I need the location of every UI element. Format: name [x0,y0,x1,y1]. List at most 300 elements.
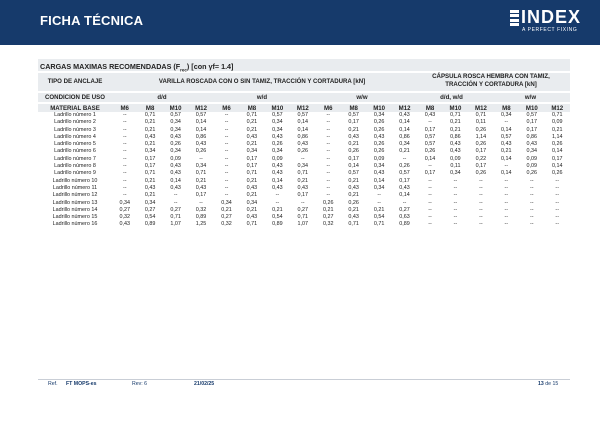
table-row [38,112,570,119]
table-cell: 0,21 [450,119,461,126]
table-cell: -- [453,199,458,206]
table-cell: 0,86 [399,133,410,140]
table-cell: 0,21 [501,148,512,155]
table-cell: 0,43 [297,184,309,191]
row-label: Ladrillo número 12 [52,192,98,199]
table-cell: 0,27 [221,214,232,221]
table-cell: 0,43 [450,148,461,155]
table-cell: -- [224,133,229,140]
table-cell: 0,26 [373,141,385,148]
table-cell: 0,26 [399,163,410,170]
table-cell: 0,21 [246,206,258,213]
table-cell: 0,26 [424,148,436,155]
table-cell: 0,34 [450,170,461,177]
size-header: M8 [145,105,155,112]
table-row [38,178,570,185]
table-cell: 0,11 [450,163,461,170]
table-cell: -- [529,206,534,213]
table-cell: -- [326,141,331,148]
table-cell: -- [453,214,458,221]
table-cell: 0,34 [144,148,156,155]
table-row [38,134,570,141]
size-header: M12 [296,105,309,112]
table-cell: 0,43 [348,184,359,191]
table-cell: -- [326,192,331,199]
table-cell: -- [326,177,331,184]
table-cell: 0,17 [297,192,309,199]
table-cell: 0,43 [348,214,359,221]
table-cell: -- [224,119,229,126]
table-cell: 0,54 [144,214,156,221]
col-tipo-anclaje: TIPO DE ANCLAJE [47,78,103,85]
table-cell: 0,21 [297,177,309,184]
table-cell: 0,32 [195,206,207,213]
table-cell: -- [555,221,560,228]
table-cell: -- [122,170,127,177]
table-cell: -- [122,155,127,162]
table-cell: -- [428,206,432,213]
table-cell: 0,17 [246,163,258,170]
table-cell: -- [326,163,331,170]
table-cell: -- [326,148,331,155]
table-cell: 0,21 [551,126,563,133]
table-cell: 0,14 [272,177,283,184]
table-cell: 0,09 [526,163,537,170]
table-cell: 0,71 [297,214,309,221]
table-cell: -- [326,133,331,140]
table-cell: -- [529,199,534,206]
table-cell: -- [428,119,432,126]
index-logo [510,9,588,37]
table-cell: 0,21 [399,148,410,155]
table-cell: 0,89 [195,214,207,221]
table-cell: 0,14 [501,170,512,177]
table-cell: 0,17 [526,126,537,133]
table-cell: 0,27 [144,206,156,213]
table-cell: 0,11 [475,119,486,126]
table-cell: 0,17 [526,119,537,126]
table-cell: 0,26 [551,141,563,148]
logo-stripes-icon [510,10,519,26]
row-label: Ladrillo número 5 [54,141,96,148]
loads-table [38,112,570,229]
table-cell: -- [173,192,178,199]
table-cell: 0,21 [348,206,359,213]
table-cell: -- [529,177,534,184]
table-cell: -- [479,221,483,228]
table-cell: 0,17 [348,155,359,162]
table-row [38,127,570,134]
table-cell: 0,14 [348,163,359,170]
table-cell: 0,34 [170,148,181,155]
table-cell: 0,57 [399,170,410,177]
table-cell: 0,34 [170,119,181,126]
table-cell: 0,09 [551,119,563,126]
size-header: M10 [271,105,284,112]
table-cell: 0,43 [424,112,436,118]
size-header: M6 [120,105,129,112]
table-cell: 0,89 [272,221,283,228]
table-row [38,192,570,199]
table-cell: 0,54 [373,214,385,221]
table-cell: 0,17 [424,126,436,133]
table-cell: 0,57 [348,170,359,177]
table-cell: 0,17 [144,155,156,162]
table-cell: -- [453,221,458,228]
table-cell: 0,43 [119,221,130,228]
table-cell: -- [275,192,280,199]
table-cell: -- [479,206,483,213]
table-cell: 0,17 [348,119,359,126]
table-cell: 0,14 [195,119,207,126]
group-capsula-line1: CÁPSULA ROSCA HEMBRA CON TAMIZ, [432,73,550,80]
table-cell: -- [504,214,509,221]
table-cell: -- [529,192,534,199]
table-cell: -- [479,177,483,184]
table-cell: 1,07 [297,221,309,228]
table-cell: 0,26 [475,141,487,148]
table-cell: 0,26 [551,170,563,177]
row-label: Ladrillo número 10 [52,177,98,184]
table-cell: -- [122,126,127,133]
table-cell: 0,86 [526,133,537,140]
table-cell: -- [504,192,509,199]
table-cell: 0,21 [348,177,359,184]
table-cell: 0,21 [348,126,359,133]
table-cell: -- [428,221,432,228]
table-cell: -- [479,184,483,191]
footer-divider [38,379,570,380]
table-cell: 0,43 [170,184,181,191]
col-condicion-uso: CONDICION DE USO [45,94,105,101]
cond-ww-capsula: w/w [524,94,537,101]
table-cell: 0,21 [450,126,461,133]
size-header: M6 [324,105,333,112]
table-cell: 0,43 [272,170,283,177]
table-cell: 0,27 [399,206,410,213]
row-label: Ladrillo número 4 [54,133,96,140]
table-cell: 0,14 [501,155,512,162]
table-cell: 0,34 [373,112,385,118]
table-cell: -- [479,192,483,199]
table-cell: 0,86 [450,133,461,140]
table-cell: 0,17 [475,148,487,155]
table-cell: 0,71 [170,214,181,221]
table-cell: -- [377,192,381,199]
row-label: Ladrillo número 6 [54,148,96,155]
table-cell: 0,17 [195,192,207,199]
table-cell: -- [504,206,509,213]
cond-ww: w/w [356,94,368,101]
col-material-base: MATERIAL BASE [50,105,100,112]
table-cell: 0,34 [526,148,537,155]
table-cell: 0,71 [450,112,461,118]
table-cell: 0,17 [551,155,563,162]
table-cell: -- [326,155,331,162]
table-cell: 0,27 [119,206,130,213]
table-cell: 0,43 [399,184,410,191]
table-cell: 0,43 [144,184,156,191]
table-cell: 0,43 [526,141,537,148]
row-label: Ladrillo número 16 [52,221,98,228]
table-cell: 0,43 [272,184,283,191]
table-cell: 0,26 [475,170,487,177]
table-cell: 0,21 [246,192,258,199]
table-cell: 0,71 [297,170,309,177]
table-row [38,221,570,228]
table-cell: 0,34 [272,126,283,133]
table-cell: -- [122,148,127,155]
table-row [38,148,570,155]
table-cell: 0,43 [170,170,181,177]
table-cell: 0,43 [373,170,385,177]
size-header: M10 [525,105,538,112]
table-cell: -- [122,177,127,184]
page-header [0,0,600,45]
table-cell: 0,32 [221,221,232,228]
table-cell: -- [479,214,483,221]
table-cell: 0,26 [373,119,385,126]
size-header: M12 [551,105,564,112]
table-cell: 0,34 [272,148,283,155]
table-cell: 0,26 [348,148,359,155]
table-cell: 0,21 [246,126,258,133]
table-cell: -- [326,184,331,191]
table-cell: 0,17 [246,155,258,162]
table-cell: 1,14 [551,133,563,140]
row-label: Ladrillo número 2 [54,119,96,126]
table-cell: 0,43 [501,141,512,148]
table-cell: -- [428,214,432,221]
table-cell: 0,09 [526,155,537,162]
table-cell: 0,71 [551,112,563,118]
table-cell: -- [453,184,458,191]
table-cell: 0,26 [475,126,487,133]
table-cell: 0,43 [195,141,207,148]
table-cell: 0,57 [195,112,207,118]
table-caption: CARGAS MAXIMAS RECOMENDADAS $(F_{rec})$ [con γf= 1.4] [40,62,234,73]
row-label: Ladrillo número 9 [54,170,96,177]
table-cell: 0,26 [272,141,283,148]
table-cell: -- [122,133,127,140]
table-cell: 0,71 [348,221,359,228]
row-label: Ladrillo número 8 [54,163,96,170]
table-cell: 0,14 [373,177,385,184]
table-cell: 0,43 [373,133,385,140]
table-cell: 0,43 [195,184,207,191]
table-cell: -- [453,177,458,184]
table-cell: 0,14 [399,192,410,199]
size-header: M12 [475,105,487,112]
size-header: M12 [398,105,411,112]
table-cell: 0,26 [373,126,385,133]
table-cell: 0,57 [424,141,436,148]
table-cell: 0,17 [144,163,156,170]
table-cell: 0,43 [450,141,461,148]
row-label: Ladrillo número 14 [52,206,98,213]
table-cell: -- [122,112,127,118]
table-cell: 0,34 [246,199,258,206]
table-cell: 0,34 [144,199,156,206]
table-row [38,200,570,207]
table-cell: -- [326,119,331,126]
table-cell: 0,34 [399,141,410,148]
footer-revision: Rev: 6 [132,381,147,387]
table-cell: -- [224,155,229,162]
table-cell: 0,86 [195,133,207,140]
table-cell: 0,71 [195,170,207,177]
table-cell: 0,21 [144,119,156,126]
table-cell: -- [402,199,407,206]
table-cell: -- [428,184,432,191]
table-cell: 0,21 [246,177,258,184]
table-cell: 0,34 [246,148,258,155]
table-row [38,141,570,148]
row-label: Ladrillo número 7 [54,155,96,162]
row-label: Ladrillo número 13 [52,199,98,206]
table-cell: 0,43 [272,133,283,140]
table-cell: 0,43 [246,133,258,140]
table-cell: 0,14 [399,126,410,133]
table-cell: 0,09 [450,155,461,162]
table-cell: 0,21 [272,206,283,213]
table-cell: 0,71 [246,112,258,118]
table-cell: 0,17 [475,163,487,170]
table-cell: 0,34 [195,163,207,170]
table-cell: -- [529,214,534,221]
table-cell: 0,14 [297,126,309,133]
size-header: M8 [349,105,358,112]
table-cell: -- [326,170,331,177]
table-cell: 0,34 [170,126,181,133]
table-cell: 0,71 [144,170,156,177]
table-cell: -- [555,199,560,206]
table-cell: -- [504,119,509,126]
table-cell: -- [555,177,560,184]
size-header: M12 [195,105,207,112]
table-cell: 0,21 [348,141,359,148]
table-cell: 0,26 [373,148,385,155]
table-cell: 0,43 [144,133,156,140]
table-cell: -- [199,199,203,206]
table-cell: 0,21 [348,192,359,199]
table-cell: 0,14 [501,126,512,133]
row-label: Ladrillo número 3 [54,126,96,133]
table-cell: 0,43 [348,133,359,140]
table-cell: 0,27 [170,206,181,213]
table-cell: -- [122,119,127,126]
footer-ref-label: Ref. [48,381,58,387]
table-cell: 0,14 [170,177,181,184]
table-cell: 0,26 [348,199,359,206]
table-cell: 0,26 [170,141,181,148]
table-cell: -- [122,163,127,170]
table-cell: 0,21 [144,192,156,199]
table-cell: 0,43 [170,163,181,170]
table-cell: -- [555,184,560,191]
table-cell: -- [301,155,305,162]
table-cell: -- [504,221,509,228]
table-row [38,119,570,126]
table-cell: -- [173,199,178,206]
table-cell: -- [504,177,509,184]
table-cell: 0,27 [322,214,334,221]
table-cell: 0,26 [526,170,537,177]
table-cell: 0,09 [170,155,181,162]
table-cell: 0,17 [424,170,436,177]
table-cell: 0,14 [551,163,563,170]
table-cell: -- [224,170,229,177]
table-cell: 0,27 [297,206,309,213]
table-cell: 0,34 [373,163,385,170]
table-cell: 0,57 [297,112,309,118]
table-cell: 0,21 [322,206,334,213]
table-cell: 0,21 [246,141,258,148]
table-cell: 0,14 [195,126,207,133]
table-cell: 0,34 [297,163,309,170]
table-cell: 0,17 [399,177,410,184]
table-cell: -- [453,206,458,213]
table-row [38,207,570,214]
table-cell: 0,63 [399,214,410,221]
table-cell: 0,71 [144,112,156,118]
table-cell: 0,71 [475,112,487,118]
table-cell: 0,09 [272,155,283,162]
table-cell: 0,34 [272,119,283,126]
table-cell: 0,21 [246,119,258,126]
row-label: Ladrillo número 11 [52,184,98,191]
table-cell: 0,14 [297,119,309,126]
table-cell: 0,14 [551,148,563,155]
footer-page: 13 de 15 [538,381,559,387]
table-cell: 0,43 [297,141,309,148]
size-header: M8 [425,105,435,112]
table-cell: 0,14 [424,155,436,162]
page-title: FICHA TÉCNICA [40,13,144,28]
table-cell: -- [224,192,229,199]
table-cell: 0,43 [246,214,258,221]
table-cell: 0,34 [501,112,512,118]
table-cell: 0,57 [424,133,436,140]
table-cell: 0,26 [195,148,207,155]
table-cell: -- [555,206,560,213]
table-cell: 0,71 [373,221,385,228]
size-header: M10 [169,105,182,112]
table-cell: -- [224,141,229,148]
table-cell: 0,32 [119,214,130,221]
table-cell: 0,26 [322,199,334,206]
table-cell: 0,34 [119,199,130,206]
table-row [38,170,570,177]
table-cell: 0,43 [246,184,258,191]
row-label: Ladrillo número 15 [52,214,98,221]
size-header: M8 [247,105,257,112]
table-cell: -- [122,141,127,148]
table-cell: 0,71 [246,170,258,177]
table-cell: -- [504,199,509,206]
table-row [38,214,570,221]
table-cell: -- [326,126,331,133]
table-cell: 0,57 [501,133,512,140]
table-cell: -- [224,112,229,118]
table-cell: 0,22 [475,155,487,162]
table-cell: -- [428,177,432,184]
table-cell: 0,57 [272,112,283,118]
table-cell: -- [224,126,229,133]
cond-dd: d/d [157,94,167,101]
group-varilla: VARILLA ROSCADA CON O SIN TAMIZ, TRACCIÓN Y CORTADURA [kN] [158,78,366,85]
size-header: M10 [373,105,386,112]
